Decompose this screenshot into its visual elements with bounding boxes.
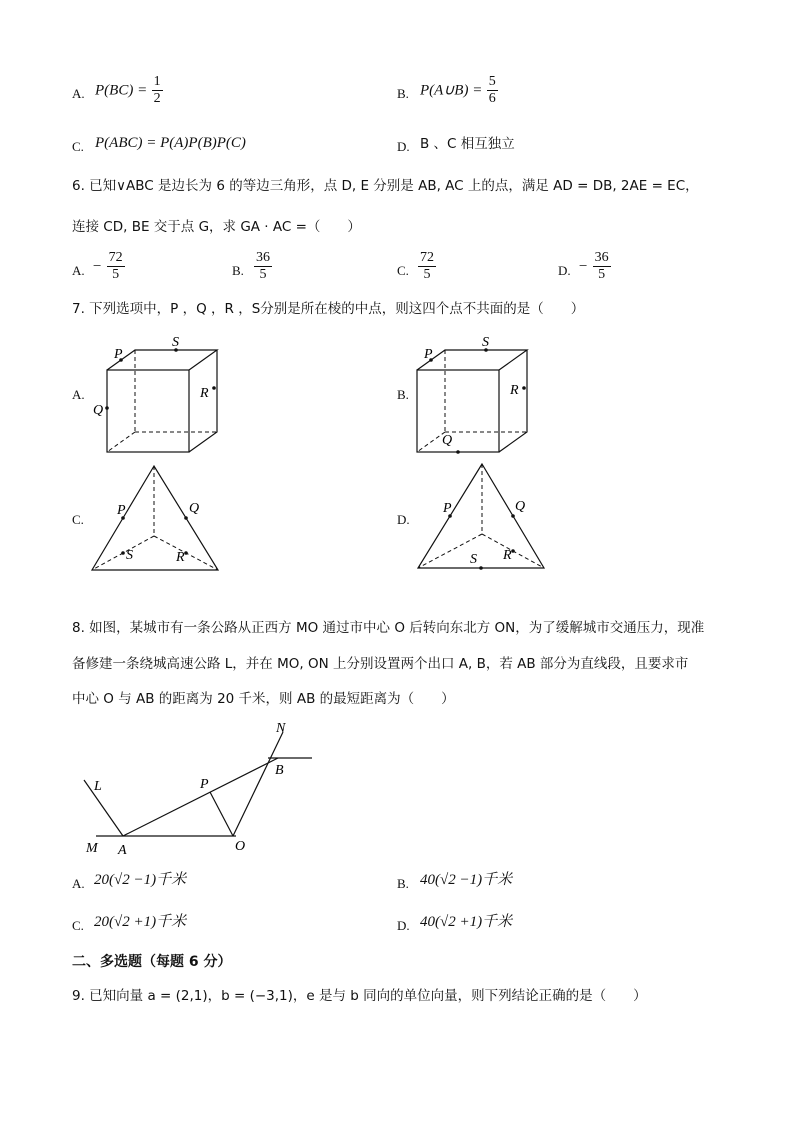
q7-a-point-r: R xyxy=(200,386,209,401)
q8-option-c-text: 20(√2 +1)千米 xyxy=(94,914,187,930)
q7-cube-b-figure xyxy=(402,332,542,457)
option-b-content xyxy=(420,74,498,107)
q6-line1: 6. 已知∨ABC 是边长为 6 的等边三角形，点 D, E 分别是 AB, AC 上的点，满足 AD = DB, 2AE = EC， xyxy=(72,178,699,194)
q7-cube-a-figure xyxy=(90,332,230,457)
q7-c-point-q: Q xyxy=(189,501,200,516)
q8-option-d-text: 40(√2 +1)千米 xyxy=(420,914,513,930)
q7-d-point-p: P xyxy=(443,501,452,516)
q8-fig-n: N xyxy=(276,721,286,736)
q7-option-a-label: A. xyxy=(72,387,85,402)
q6-option-a xyxy=(92,250,125,283)
q7-a-point-q: Q xyxy=(93,403,104,418)
q6-c-den: 5 xyxy=(423,267,431,283)
q9-text: 9. 已知向量 a = (2,1)，b = (−3,1)，e 是与 b 同向的单位向量，则下列结论正确的是（ ） xyxy=(72,988,647,1004)
option-a-content xyxy=(95,74,163,107)
q6-d-den: 5 xyxy=(598,267,606,283)
q6-option-b-fraction xyxy=(254,250,272,283)
q7-b-point-p: P xyxy=(424,347,433,362)
q7-d-point-q: Q xyxy=(515,499,526,514)
q7-option-b-label: B. xyxy=(397,387,409,402)
option-a-label: A. xyxy=(72,86,85,101)
option-a-num: 1 xyxy=(152,74,163,91)
q6-option-d xyxy=(578,250,611,283)
option-b-den: 6 xyxy=(488,91,496,107)
option-b-expr: P(A∪B) = xyxy=(420,82,483,99)
q6-option-b xyxy=(254,250,272,283)
q8-option-c-label: C. xyxy=(72,918,84,933)
q6-option-c xyxy=(418,250,436,283)
q6-option-a-fraction xyxy=(107,250,125,283)
q8-fig-m: M xyxy=(86,841,98,856)
q6-b-num: 36 xyxy=(254,250,272,267)
option-a-expr: P(BC) = xyxy=(95,82,148,99)
q8-line2: 备修建一条绕城高速公路 L，并在 MO, ON 上分别设置两个出口 A, B，若 AB 部分为直线段，且要求市 xyxy=(72,656,689,672)
q7-a-point-p: P xyxy=(114,347,123,362)
q8-line1: 8. 如图，某城市有一条公路从正西方 MO 通过市中心 O 后转向东北方 ON，为了缓解城市交通压力，现准 xyxy=(72,620,705,636)
q6-option-a-label: A. xyxy=(72,263,85,278)
q7-b-point-s: S xyxy=(482,335,489,350)
q8-option-b-label: B. xyxy=(397,876,409,891)
q6-option-d-label: D. xyxy=(558,263,571,278)
section-2-title: 二、多选题（每题 6 分） xyxy=(72,954,232,970)
option-a-fraction xyxy=(152,74,163,107)
q8-fig-a: A xyxy=(118,843,127,858)
option-c-expr: P(ABC) = P(A)P(B)P(C) xyxy=(95,135,246,151)
q8-fig-o: O xyxy=(235,839,246,854)
q7-d-point-s: S xyxy=(470,552,477,567)
q8-option-a-label: A. xyxy=(72,876,85,891)
q6-a-den: 5 xyxy=(112,267,120,283)
q7-text: 7. 下列选项中，P ，Q ，R ，S分别是所在棱的中点，则这四个点不共面的是（ ） xyxy=(72,301,585,317)
q8-fig-l: L xyxy=(94,779,102,794)
q7-b-point-r: R xyxy=(510,383,519,398)
q8-fig-b: B xyxy=(275,763,284,778)
q6-d-num: 36 xyxy=(593,250,611,267)
option-d-text: B 、C 相互独立 xyxy=(420,136,515,152)
option-b-label: B. xyxy=(397,86,409,101)
q7-c-point-p: P xyxy=(117,503,126,518)
q7-option-c-label: C. xyxy=(72,512,84,527)
q8-road-figure xyxy=(78,718,328,858)
q7-b-point-q: Q xyxy=(442,433,453,448)
q6-option-c-fraction xyxy=(418,250,436,283)
q6-line2: 连接 CD, BE 交于点 G，求 GA · AC =（ ） xyxy=(72,219,361,235)
q7-c-point-s: S xyxy=(126,548,133,563)
q6-option-d-fraction xyxy=(593,250,611,283)
q7-tetra-c-figure xyxy=(88,462,228,576)
q8-option-a-text: 20(√2 −1)千米 xyxy=(94,872,187,888)
option-b-fraction xyxy=(487,74,498,107)
q8-line3: 中心 O 与 AB 的距离为 20 千米，则 AB 的最短距离为（ ） xyxy=(72,691,455,707)
option-a-den: 2 xyxy=(153,91,161,107)
option-d-label: D. xyxy=(397,139,410,154)
q8-fig-p: P xyxy=(200,777,209,792)
q6-b-den: 5 xyxy=(259,267,267,283)
q6-option-b-label: B. xyxy=(232,263,244,278)
q6-option-a-sign: − xyxy=(92,258,103,275)
q8-option-b-text: 40(√2 −1)千米 xyxy=(420,872,513,888)
q6-option-d-sign: − xyxy=(578,258,589,275)
q7-a-point-s: S xyxy=(172,335,179,350)
option-b-num: 5 xyxy=(487,74,498,91)
q6-c-num: 72 xyxy=(418,250,436,267)
q8-option-d-label: D. xyxy=(397,918,410,933)
q6-a-num: 72 xyxy=(107,250,125,267)
q7-option-d-label: D. xyxy=(397,512,410,527)
q7-d-point-r: R xyxy=(503,548,512,563)
q7-tetra-d-figure xyxy=(414,460,554,574)
q7-c-point-r: R xyxy=(176,550,185,565)
q6-option-c-label: C. xyxy=(397,263,409,278)
option-c-label: C. xyxy=(72,139,84,154)
